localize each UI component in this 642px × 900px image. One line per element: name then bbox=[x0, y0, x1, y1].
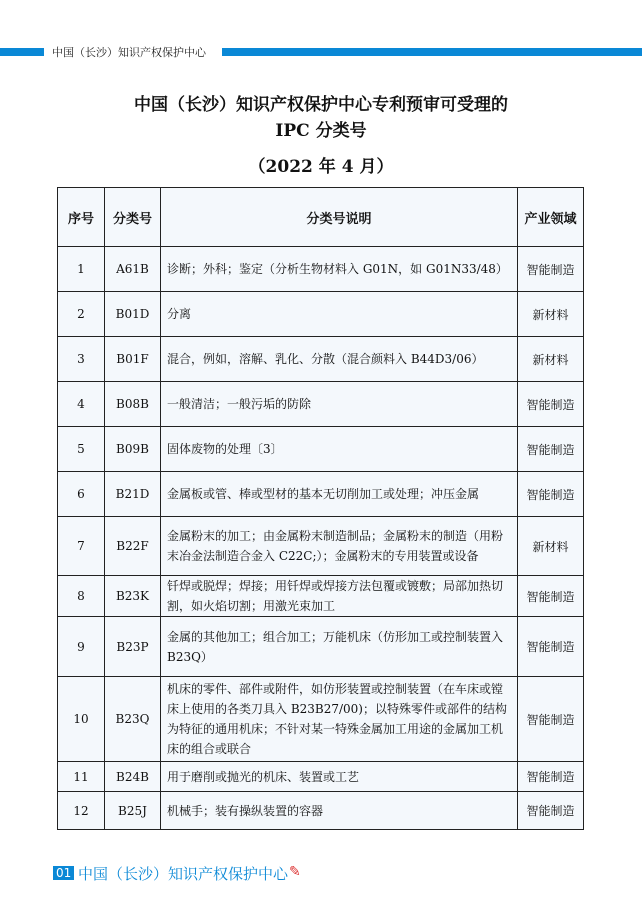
table-row bbox=[58, 382, 584, 427]
row-desc: 用于磨削或抛光的机床、装置或工艺 bbox=[161, 762, 518, 792]
table-row bbox=[58, 677, 584, 762]
table-row bbox=[58, 792, 584, 830]
footer-text: 中国（长沙）知识产权保护中心 bbox=[78, 865, 289, 883]
row-code: B01F bbox=[105, 337, 161, 382]
table-row bbox=[58, 247, 584, 292]
header-bar-right bbox=[222, 48, 642, 56]
header-code: 分类号 bbox=[105, 188, 161, 247]
row-no: 10 bbox=[58, 677, 105, 762]
row-code: B08B bbox=[105, 382, 161, 427]
row-desc: 机械手；装有操纵装置的容器 bbox=[161, 792, 518, 830]
row-no: 11 bbox=[58, 762, 105, 792]
page-number: 01 bbox=[53, 866, 74, 880]
row-field: 新材料 bbox=[518, 337, 584, 382]
row-code: A61B bbox=[105, 247, 161, 292]
row-code: B21D bbox=[105, 472, 161, 517]
row-field: 智能制造 bbox=[518, 617, 584, 677]
table-row bbox=[58, 337, 584, 382]
row-desc: 金属板或管、棒或型材的基本无切削加工或处理；冲压金属 bbox=[161, 472, 518, 517]
row-desc: 钎焊或脱焊；焊接；用钎焊或焊接方法包覆或镀敷；局部加热切割，如火焰切割；用激光束加工 bbox=[161, 576, 518, 617]
row-no: 9 bbox=[58, 617, 105, 677]
row-desc: 分离 bbox=[161, 292, 518, 337]
row-code: B23P bbox=[105, 617, 161, 677]
row-no: 4 bbox=[58, 382, 105, 427]
row-desc: 金属粉末的加工；由金属粉末制造制品；金属粉末的制造（用粉末冶金法制造合金入 C22C;）；金属粉末的专用装置或设备 bbox=[161, 517, 518, 576]
row-field: 智能制造 bbox=[518, 792, 584, 830]
row-field: 智能制造 bbox=[518, 762, 584, 792]
table-header-row bbox=[58, 188, 584, 247]
row-desc: 固体废物的处理〔3〕 bbox=[161, 427, 518, 472]
ipc-table bbox=[57, 187, 584, 830]
row-no: 5 bbox=[58, 427, 105, 472]
row-field: 智能制造 bbox=[518, 472, 584, 517]
row-field: 智能制造 bbox=[518, 382, 584, 427]
row-desc: 金属的其他加工；组合加工；万能机床（仿形加工或控制装置入 B23Q） bbox=[161, 617, 518, 677]
header-text: 中国（长沙）知识产权保护中心 bbox=[52, 46, 206, 59]
pen-icon: ✎ bbox=[289, 864, 301, 880]
row-field: 智能制造 bbox=[518, 576, 584, 617]
header-bar-left bbox=[0, 48, 44, 56]
row-desc: 诊断；外科；鉴定（分析生物材料入 G01N，如 G01N33/48） bbox=[161, 247, 518, 292]
row-field: 新材料 bbox=[518, 292, 584, 337]
row-field: 智能制造 bbox=[518, 677, 584, 762]
table-row bbox=[58, 576, 584, 617]
table-row bbox=[58, 762, 584, 792]
header-desc: 分类号说明 bbox=[161, 188, 518, 247]
row-code: B22F bbox=[105, 517, 161, 576]
row-code: B09B bbox=[105, 427, 161, 472]
table-row bbox=[58, 517, 584, 576]
title-line1: 中国（长沙）知识产权保护中心专利预审可受理的 bbox=[134, 95, 508, 115]
row-desc: 机床的零件、部件或附件，如仿形装置或控制装置（在车床或镗床上使用的各类刀具入 B23B27/00)；以特殊零件或部件的结构为特征的通用机床；不针对某一特殊金属加工用途的金属加工机床的组合或联合 bbox=[161, 677, 518, 762]
row-desc: 一般清洁；一般污垢的防除 bbox=[161, 382, 518, 427]
row-code: B23Q bbox=[105, 677, 161, 762]
table-row bbox=[58, 472, 584, 517]
row-code: B25J bbox=[105, 792, 161, 830]
table-row bbox=[58, 427, 584, 472]
header-field: 产业领域 bbox=[518, 188, 584, 247]
title-line2: IPC 分类号 bbox=[275, 121, 367, 141]
row-no: 3 bbox=[58, 337, 105, 382]
row-code: B24B bbox=[105, 762, 161, 792]
title-date: （2022 年 4 月） bbox=[248, 157, 394, 177]
row-no: 7 bbox=[58, 517, 105, 576]
row-no: 8 bbox=[58, 576, 105, 617]
table-row bbox=[58, 292, 584, 337]
row-field: 智能制造 bbox=[518, 247, 584, 292]
row-desc: 混合，例如，溶解、乳化、分散（混合颜料入 B44D3/06） bbox=[161, 337, 518, 382]
row-code: B01D bbox=[105, 292, 161, 337]
row-no: 2 bbox=[58, 292, 105, 337]
header-no: 序号 bbox=[58, 188, 105, 247]
row-code: B23K bbox=[105, 576, 161, 617]
row-field: 智能制造 bbox=[518, 427, 584, 472]
row-no: 6 bbox=[58, 472, 105, 517]
row-no: 1 bbox=[58, 247, 105, 292]
row-no: 12 bbox=[58, 792, 105, 830]
row-field: 新材料 bbox=[518, 517, 584, 576]
table-row bbox=[58, 617, 584, 677]
